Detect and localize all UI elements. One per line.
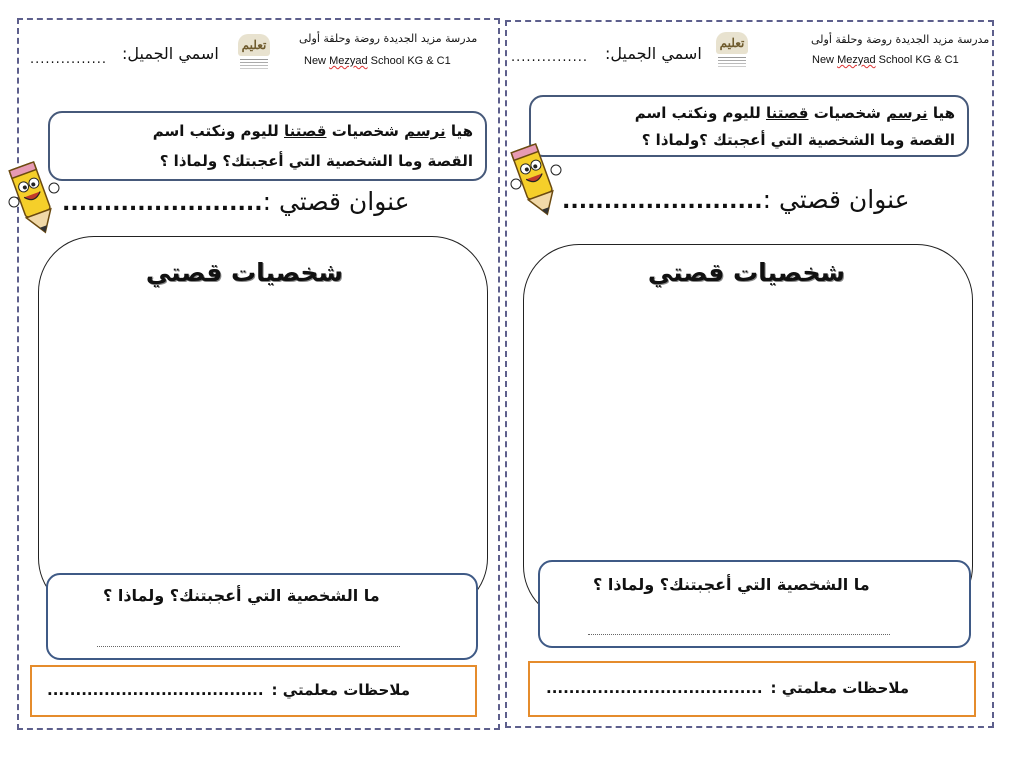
school-name-arabic: مدرسة مزيد الجديدة روضة وحلقة أولى <box>299 32 478 45</box>
logo-text: تعليم <box>716 32 748 54</box>
instruction-line-2: القصة وما الشخصية التي أعجبتك ؟ولماذا ؟ <box>641 131 955 149</box>
story-title-input[interactable]: ........................ <box>62 191 263 216</box>
characters-heading: شخصيات قصتي <box>145 258 343 287</box>
teacher-notes <box>47 681 410 699</box>
pencil-mascot-icon <box>6 158 62 238</box>
characters-drawing-area[interactable] <box>38 236 488 614</box>
question-answer-line[interactable] <box>588 634 890 635</box>
school-name-english: New Mezyad School KG & C1 <box>812 54 959 66</box>
school-name-arabic: مدرسة مزيد الجديدة روضة وحلقة أولى <box>811 33 990 46</box>
story-title-label: عنوان قصتي : <box>262 187 410 216</box>
teacher-notes-label: ملاحظات معلمتي : <box>271 681 411 699</box>
name-input[interactable]: ............... <box>511 50 588 65</box>
question-answer-line[interactable] <box>97 646 400 647</box>
logo-text: تعليم <box>238 34 270 56</box>
instruction-line-2: القصة وما الشخصية التي أعجبتك؟ ولماذا ؟ <box>159 152 473 170</box>
story-title-label: عنوان قصتي : <box>762 185 910 214</box>
teacher-notes-input[interactable]: ...................................... <box>47 681 264 699</box>
name-label: اسمي الجميل: <box>605 44 702 63</box>
teacher-notes <box>546 679 909 697</box>
instruction-line-1: هيا نرسم شخصيات قصتنا لليوم ونكتب اسم <box>634 104 955 122</box>
school-name-english: New Mezyad School KG & C1 <box>304 55 451 67</box>
question-text: ما الشخصية التي أعجبتنك؟ ولماذا ؟ <box>593 575 870 594</box>
characters-heading: شخصيات قصتي <box>647 258 845 287</box>
teacher-notes-input[interactable]: ...................................... <box>546 679 763 697</box>
teacher-notes-label: ملاحظات معلمتي : <box>770 679 910 697</box>
school-logo-icon <box>236 34 272 74</box>
question-text: ما الشخصية التي أعجبتنك؟ ولماذا ؟ <box>103 586 380 605</box>
school-logo-icon <box>714 32 750 72</box>
instruction-box <box>48 111 487 181</box>
story-title-row <box>562 185 910 214</box>
instruction-box <box>529 95 969 157</box>
name-label: اسمي الجميل: <box>122 44 219 63</box>
pencil-mascot-icon <box>508 140 564 220</box>
story-title-row <box>62 187 410 216</box>
name-input[interactable]: ............... <box>30 52 107 67</box>
instruction-line-1: هيا نرسم شخصيات قصتنا لليوم ونكتب اسم <box>152 122 473 140</box>
story-title-input[interactable]: ........................ <box>562 189 763 214</box>
